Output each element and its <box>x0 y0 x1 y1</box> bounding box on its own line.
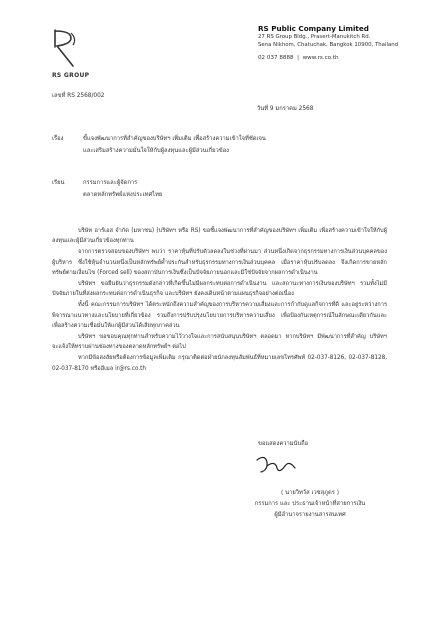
recipient <box>83 177 283 201</box>
signer-title1: กรรมการ และ ประธานเจ้าหน้าที่สายการเงิน <box>254 501 366 507</box>
reference-number: เลขที่ RS 2568/002 <box>52 93 105 99</box>
subject-line2: และเสริมสร้างความมั่นใจให้กับผู้ลงทุนและผู้มีส่วนเกี่ยวข้อง <box>83 148 230 154</box>
body-paragraph: บริษัท อาร์เอส จำกัด (มหาชน) (บริษัทฯ หรือ RS) ขอชี้แจงพัฒนาการที่สำคัญของบริษัทฯ เพิ่มเติม เพื่อสร้างความเข้าใจให้กับผู้ลงทุนและผู้มีส่วนเกี่ยวข้องทุกท่าน <box>52 228 387 245</box>
signer-block <box>250 488 370 521</box>
signature-icon <box>255 452 299 478</box>
letter-date: วันที่ 9 มกราคม 2568 <box>257 106 314 112</box>
recipient-label: เรียน <box>52 180 65 186</box>
body-paragraph: ทั้งนี้ คณะกรรมการบริษัทฯ ได้ตระหนักถึงความสำคัญของการบริหารความเสี่ยงและการกำกับดูแลกิจการที่ดี และอยู่ระหว่างการพิจารณาแนวทางและนโยบายที่เกี่ยวข้อง รวมถึงการปรับปรุงนโยบายการบริหารความเสี่ยง เพื่อป้องกันเหตุการณ์ในลักษณะเดียวกันและเพื่อสร้างความเชื่อมั่นให้แก่ผู้มีส่วนได้เสียทุกภาคส่วน <box>52 302 387 329</box>
closing: ขอแสดงความนับถือ <box>258 441 309 447</box>
signer-title2: ผู้มีอำนาจรายงานสารสนเทศ <box>274 512 346 518</box>
subject-label: เรื่อง <box>52 136 64 142</box>
body-paragraph: จากการตรวจสอบของบริษัทฯ พบว่า ราคาหุ้นที่ปรับตัวลดลงในช่วงที่ผ่านมา ส่วนหนึ่งเกิดจากธุรกรรมทางการเงินส่วนบุคคลของผู้บริหาร ซึ่งใช้หุ้นจำนวนหนึ่งเป็นหลักทรัพย์ค้ำประกันสำหรับธุรกรรมทางการเงินส่วนบุคคล เมื่อราคาหุ้นปรับลดลง จึงเกิดการขายหลักทรัพย์ตามเงื่อนไข (Forced sell) ของสถาบันการเงินซึ่งเป็นปัจจัยภายนอกและมิใช่ปัจจัยจากผลการดำเนินงาน <box>52 249 387 276</box>
company-contact: 02 037 8888 | www.rs.co.th <box>258 55 339 61</box>
company-address-line2: Sena Nikhom, Chatuchak, Bangkok 10900, Thailand <box>258 42 399 48</box>
letter-body <box>52 226 387 375</box>
signer-name: ( นายวิทวัส เวชสุภูดร ) <box>281 490 339 496</box>
rs-group-logo-icon <box>49 27 79 69</box>
recipient-line2: ตลาดหลักทรัพย์แห่งประเทศไทย <box>83 192 163 198</box>
body-paragraph: หากมีข้อสงสัยหรือต้องการข้อมูลเพิ่มเติม กรุณาติดต่อฝ่ายนักลงทุนสัมพันธ์ที่หมายเลขโทรศัพท์ 02-037-8126, 02-037-8128, 02-037-8170 หรืออีเมล ir@rs.co.th <box>52 355 387 372</box>
subject <box>83 133 383 157</box>
recipient-line1: กรรมการและผู้จัดการ <box>83 180 138 186</box>
body-paragraph: บริษัทฯ ขอยืนยันว่าธุรกรรมดังกล่าวที่เกิดขึ้นไม่มีผลกระทบต่อการดำเนินงาน และสถานะทางการเงินของบริษัทฯ รวมทั้งไม่มีปัจจัยภายในที่ส่งผลกระทบต่อการดำเนินธุรกิจ และบริษัทฯ ยังคงเดินหน้าตามแผนธุรกิจอย่างต่อเนื่อง <box>52 281 387 298</box>
company-address-line1: 27 RS Group Bldg., Prasert-Manukitch Rd. <box>258 34 371 40</box>
subject-line1: ขี้แจงพัฒนาการที่สำคัญของบริษัทฯ เพิ่มเติม เพื่อสร้างความเข้าใจที่ชัดเจน <box>83 136 266 142</box>
body-paragraph: บริษัทฯ ขอขอบคุณทุกท่านสำหรับความไว้วางใจและการสนับสนุนบริษัทฯ ตลอดมา หากบริษัทฯ มีพัฒนาการที่สำคัญ บริษัทฯ จะแจ้งให้ทราบผ่านช่องทางของตลาดหลักทรัพย์ฯ ต่อไป <box>52 334 387 351</box>
company-website: www.rs.co.th <box>302 55 339 61</box>
company-phone: 02 037 8888 <box>258 55 294 61</box>
company-header <box>258 24 438 61</box>
logo-text: RS GROUP <box>52 72 90 79</box>
company-name: RS Public Company Limited <box>258 24 369 33</box>
